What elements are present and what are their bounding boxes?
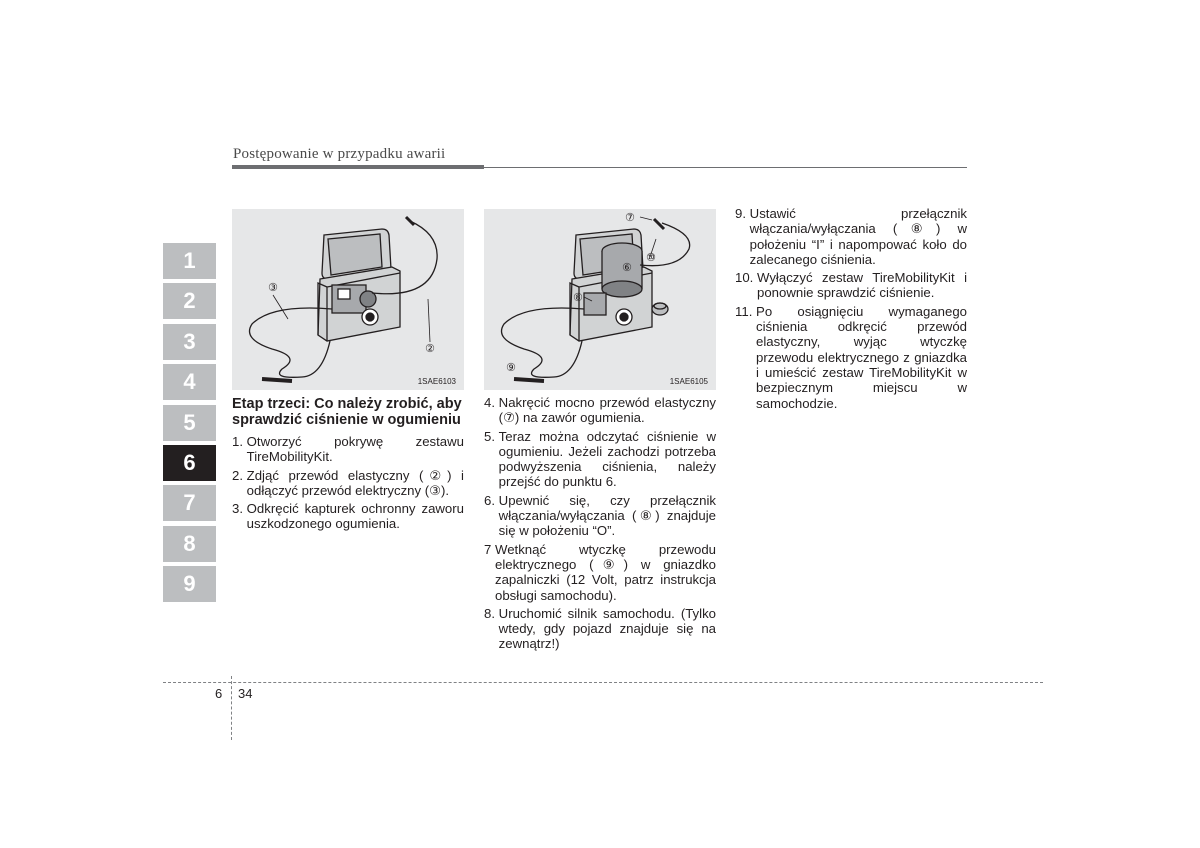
page-number: 34 <box>238 686 253 701</box>
chapter-tab-8[interactable]: 8 <box>163 526 216 562</box>
chapter-tabs <box>163 243 216 607</box>
list-item <box>232 434 464 465</box>
column-2 <box>484 395 716 655</box>
list-item <box>484 493 716 539</box>
step-number: 7 <box>484 541 495 557</box>
column-1 <box>232 396 464 535</box>
list-item <box>735 206 967 267</box>
step-text: Ustawić przełącznik włączania/wyłączania (⑧) w położeniu “I” i napompować koło do zalecanego ciśnienia. <box>749 206 967 267</box>
kit-connected-illustration <box>484 209 716 390</box>
callout-6: ⑥ <box>622 262 632 274</box>
step-text: Nakręcić mocno przewód elastyczny (⑦) na zawór ogumienia. <box>498 395 716 426</box>
figure-kit-connected <box>484 209 716 390</box>
step-text: Otworzyć pokrywę zestawu TireMobilityKit. <box>246 434 464 465</box>
callout-10: ⑩ <box>646 252 656 264</box>
column-3 <box>735 206 967 414</box>
footer-divider <box>163 682 1043 683</box>
chapter-tab-1[interactable]: 1 <box>163 243 216 279</box>
chapter-tab-9[interactable]: 9 <box>163 566 216 602</box>
step-number: 2. <box>232 467 247 483</box>
step-text: Wetknąć wtyczkę przewodu elektrycznego (⑨) w gniazdko zapalniczki (12 Volt, patrz instrukcja obsługi samochodu). <box>495 541 716 603</box>
step-text: Zdjąć przewód elastyczny (②) i odłączyć przewód elektryczny (③). <box>246 467 464 498</box>
chapter-tab-3[interactable]: 3 <box>163 324 216 360</box>
step-number: 10. <box>735 270 757 286</box>
list-item <box>484 395 716 426</box>
list-item <box>484 606 716 652</box>
step-number: 5. <box>484 428 499 444</box>
chapter-tab-4[interactable]: 4 <box>163 364 216 400</box>
header-bar-thin <box>484 167 967 168</box>
chapter-tab-2[interactable]: 2 <box>163 283 216 319</box>
chapter-tab-7[interactable]: 7 <box>163 485 216 521</box>
chapter-tab-5[interactable]: 5 <box>163 405 216 441</box>
list-item <box>735 270 967 301</box>
chapter-tab-6[interactable]: 6 <box>163 445 216 481</box>
kit-illustration <box>232 209 464 390</box>
list-item <box>484 542 716 603</box>
list-item <box>232 468 464 499</box>
list-item <box>735 304 967 411</box>
footer-vertical-divider <box>231 676 232 740</box>
figure-code: 1SAE6103 <box>417 377 456 386</box>
step-text: Uruchomić silnik samochodu. (Tylko wtedy, gdy pojazd znajduje się na zewnątrz!) <box>498 605 716 652</box>
step-number: 1. <box>232 434 247 449</box>
step-number: 11. <box>735 303 757 319</box>
step-number: 9. <box>735 206 750 221</box>
step-number: 6. <box>484 492 499 508</box>
header-bar-thick <box>232 165 484 169</box>
figure-kit-open <box>232 209 464 390</box>
header-title: Postępowanie w przypadku awarii <box>233 146 446 162</box>
list-item <box>232 501 464 532</box>
step-number: 3. <box>232 501 247 517</box>
step-number: 8. <box>484 605 499 621</box>
callout-7: ⑦ <box>625 212 635 224</box>
step-text: Odkręcić kapturek ochronny zaworu uszkodzonego ogumienia. <box>246 501 464 532</box>
section-heading: Etap trzeci: Co należy zrobić, aby sprawdzić ciśnienie w ogumieniu <box>232 396 462 428</box>
step-text: Teraz można odczytać ciśnienie w ogumieniu. Jeżeli zachodzi potrzeba podwyższenia ciśnienia, należy przejść do punktu 6. <box>498 428 716 490</box>
step-text: Upewnić się, czy przełącznik włączania/wyłączania (⑧) znajduje się w położeniu “O”. <box>498 492 716 539</box>
figure-code: 1SAE6105 <box>669 377 708 386</box>
list-item <box>484 429 716 490</box>
step-number: 4. <box>484 395 499 410</box>
page-section-number: 6 <box>215 686 223 701</box>
callout-2-left: ③ <box>268 282 278 294</box>
step-text: Po osiągnięciu wymaganego ciśnienia odkręcić przewód elastyczny, wyjąc wtyczkę przewodu elektrycznego z gniazdka i umieścić zestaw TireMobilityKit w bezpiecznym miejscu w samochodzie. <box>756 303 967 411</box>
callout-8: ⑧ <box>573 292 583 304</box>
callout-2-right: ② <box>425 343 435 355</box>
callout-9: ⑨ <box>506 362 516 374</box>
step-text: Wyłączyć zestaw TireMobilityKit i ponownie sprawdzić ciśnienie. <box>757 270 967 301</box>
